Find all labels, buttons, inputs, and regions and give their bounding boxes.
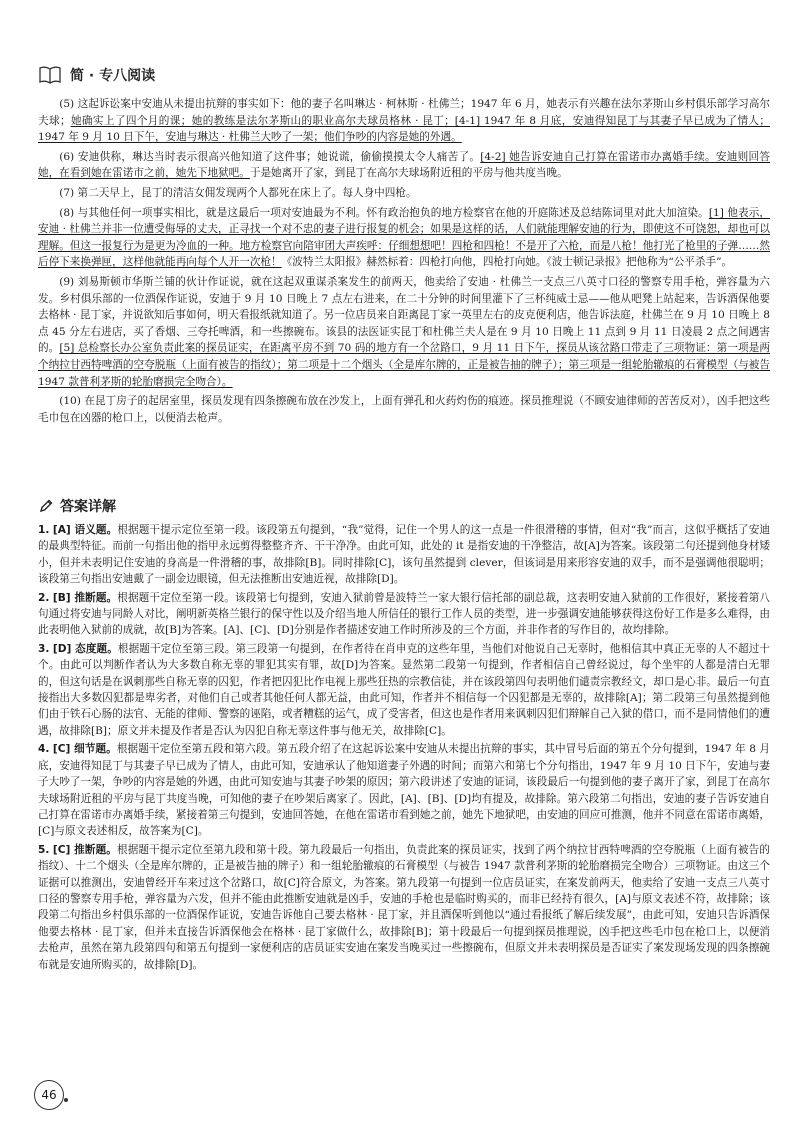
paragraph-5: (5) 这起诉讼案中安迪从未提出抗辩的事实如下：他的妻子名叫琳达 · 柯林斯 · 杜佛兰；1947 年 6 月，她表示有兴趣在法尔茅斯山乡村俱乐部学习高尔夫球；她确实上了四个月的课；她的教练是法尔茅斯山的职业高尔夫球员格林 · 昆丁；[4-1] 1947 年 8 月底，安迪得知昆丁与其妻子早已成为了情人；1947 年 9 月 10 日下午，安迪与琳达 · 杜佛兰大吵了一架；他们争吵的内容是她的外遇。 [38, 98, 771, 144]
paragraph-8: (8) 与其他任何一项事实相比，就是这最后一项对安迪最为不利。怀有政治抱负的地方检察官在他的开庭陈述及总结陈词里对此大加渲染。[1] 他表示，安迪 · 杜佛兰并非一位遭受侮辱的丈夫，正寻找一个对不忠的妻子进行报复的机会；如果是这样的话，人们就能理解安迪的行为，即使这不可饶恕，却也可以理解。但这一报复行为是更为冷血的一种。地方检察官向陪审团大声疾呼：仔细想想吧！四枪和四枪！不是开了六枪，而是八枪！他打光了枪里的子弹……然后停下来换弹匣，这样他就能再向每个人开一次枪！《波特兰太阳报》赫然标着：四枪打向他，四枪打向她。《波士顿记录报》把他称为“公平杀手”。 [38, 206, 770, 269]
paragraph-7: (7) 第二天早上，昆丁的清洁女佣发现两个人都死在床上了。每人身中四枪。 [59, 186, 417, 199]
paragraph-9: (9) 刘易斯顿市华斯兰铺的伙计作证说，就在这起双重谋杀案发生的前两天，他卖给了安迪 · 杜佛兰一支点三八英寸口径的警察专用手枪，弹容量为六发。乡村俱乐部的一位酒保作证说，安迪于 9 月 10 日晚上 7 点左右进来，在二十分钟的时间里灌下了三杯纯威士忌——他从吧凳上站起来，告诉酒保他要去格林 · 昆丁家，并说欲知后事如何，明天看报纸就知道了。另一位店员来自距离昆丁家一英里左右的皮克便利店，他告诉法庭，杜佛兰在 9 月 10 日晚上 8 点 45 分左右进店，买了香烟、三夸托啤酒，和一些擦碗布。该县的法医证实昆丁和杜佛兰夫人是在 9 月 10 日晚上 11 点到 9 月 11 日凌晨 2 点之间遇害的。[5] 总检察长办公室负责此案的探员证实，在距离平房不到 70 码的地方有一个岔路口，9 月 11 日下午，探员从该岔路口带走了三项物证：第一项是两个纳拉甘西特啤酒的空夸脱瓶（上面有被告的指纹）；第二项是十二个烟头（全是库尔牌的，正是被告抽的牌子）；第三项是一组轮胎辙痕的石膏模型（与被告 1947 款普利茅斯的轮胎磨损完全吻合）。 [38, 275, 770, 388]
answers-section-title [38, 496, 116, 516]
answer-item-1: 1. [A] 语义题。根据题干提示定位至第一段。该段第五句提到，“我”觉得，记住一个男人的这一点是一件很滑稽的事情，但对“我”而言，这似乎概括了安迪的最典型特征。而前一句指出他的指甲永远剪得整整齐齐、干干净净。由此可知，此处的 it 是指安迪的干净整洁，故[A]为答案。该段第二句还提到他身材矮小，但并未表明记住安迪的身高是一件滑稽的事，故排除[B]。同时排除[C]，该句虽然提到 clever，但该词是用来形容安迪的双手，而不是强调他很聪明；该段第三句指出安迪戴了一副金边眼镜，但无法推断出安迪近视，故排除[D]。 [38, 524, 770, 586]
answer-item-2: 2. [B] 推断题。根据题干定位至第一段。该段第七句提到，安迪入狱前曾是波特兰一家大银行信托部的副总裁，这表明安迪入狱前的工作很好，紧接着第八句通过将安迪与同龄人对比，阐明新英格兰银行的保守性以及介绍当地人所信任的银行工作人员的类型，进一步强调安迪能够获得这份好工作是多么难得，由此表明他入狱前的成就，故[B]为答案。[A]、[C]、[D]分别是作者描述安迪工作时所涉及的三个方面，并非作者的写作目的，故均排除。 [38, 591, 770, 637]
answers-list [38, 522, 770, 975]
page-number: 46 [34, 1080, 64, 1110]
page-number-dot [64, 1098, 68, 1102]
header-title: 简 · 专八阅读 [70, 68, 156, 84]
passage [38, 96, 770, 429]
paragraph-10: (10) 在昆丁房子的起居室里，探员发现有四条擦碗布放在沙发上，上面有弹孔和火药灼伤的痕迹。探员推理说（不顾安迪律师的苦苦反对），凶手把这些毛巾包在凶器的枪口上，以便消去枪声。 [38, 395, 770, 424]
answer-item-3: 3. [D] 态度题。根据题干定位至第三段。第三段第一句提到，在作者待在肖申克的这些年里，当他们对他说自己无辜时，他相信其中真正无辜的人不超过十个。由此可以判断作者认为大多数自称无辜的罪犯其实有罪，故[D]为答案。显然第二段第一句提到，作者相信自己曾经说过，每个坐牢的人都是清白无罪的，但这句话是在讽刺那些自称无辜的囚犯，作者把囚犯比作电视上那些狂热的宗教信徒，并在该段第四句表明他们谴责宗教经文，却口是心非。最后一句直接指出大多数囚犯都是卑劣者，对他们自己或者其他任何人都无益，由此可知，作者并不相信每一个囚犯都是无辜的，故排除[A]；第二段第三句虽然提到他们由于铁石心肠的法官、无能的律师、警察的诬陷，或者糟糕的运气，成了受害者，但这也是作者用来讽刺囚犯们辩解自己入狱的借口，而不是同情他们的遭遇，故排除[B]；原文并未提及作者是否认为囚犯自称无辜这件事与他无关，故排除[C]。 [38, 642, 770, 737]
answer-item-5: 5. [C] 推断题。根据题干提示定位至第九段和第十段。第九段最后一句指出，负责此案的探员证实，找到了两个纳拉甘西特啤酒的空夸脱瓶（上面有被告的指纹）、十二个烟头（全是库尔牌的，正是被告抽的牌子）和一组轮胎辙痕的石膏模型（与被告 1947 款普利茅斯的轮胎磨损完全吻合）三项物证。由这三个证据可以推测出，安迪曾经开车来过这个岔路口，故[C]符合原文，为答案。第九段第一句提到一位店员证实，在案发前两天，他卖给了安迪一支点三八英寸口径的警察专用手枪，弹容量为六发，但并不能由此推断安迪就是凶手，安迪的手枪也是临时购买的，而非已经持有很久，[A]与原文表述不符，故排除；该段第二句指出乡村俱乐部的一位酒保作证说，安迪告诉他自己要去格林 · 昆丁家，并且酒保听到他以“通过看报纸了解后续发展”，由此可知，安迪只告诉酒保他要去格林 · 昆丁家，但并未直接告诉酒保他会在格林 · 昆丁家做什么，故排除[B]；第十段最后一句提到探员推理说，凶手把这些毛巾包在枪口上，以便消去枪声，虽然在第九段第四句和第五句提到一家便利店的店员证实安迪在案发当晚买过一些擦碗布，但原文并未表明探员是否证实了案发现场发现的四条擦碗布就是安迪所购买的，故排除[D]。 [38, 843, 770, 971]
book-logo-icon [38, 64, 64, 86]
pencil-icon [38, 498, 54, 514]
page-header [38, 64, 155, 86]
paragraph-6: (6) 安迪供称，琳达当时表示很高兴他知道了这件事；她说谎，偷偷摸摸太令人痛苦了。[4-2] 她告诉安迪自己打算在雷诺市办离婚手续。安迪则回答她，在看到她在雷诺市之前，她先下地狱吧。于是她离开了家，到昆丁在高尔夫球场附近租的平房与他共度当晚。 [38, 150, 770, 180]
answer-item-4: 4. [C] 细节题。根据题干定位至第五段和第六段。第五段介绍了在这起诉讼案中安迪从未提出抗辩的事实，其中冒号后面的第五个分句提到，1947 年 8 月底，安迪得知昆丁与其妻子早已成为了情人，由此可知，安迪承认了他知道妻子外遇的时间；而第六和第七个分句指出，1947 年 9 月 10 日下午，安迪与妻子大吵了一架，争吵的内容是她的外遇，由此可知安迪与其妻子吵架的原因；第六段讲述了安迪的证词，该段最后一句提到他的妻子离开了家，到昆丁在高尔夫球场附近租的平房与昆丁共度当晚，可知他的妻子在吵架后离家了。因此，[A]、[B]、[D]均有提及，故排除。第六段第二句指出，安迪的妻子告诉安迪自己打算在雷诺市办离婚手续，紧接着第三句提到，安迪回答她，在他在雷诺市看到她之前，她先下地狱吧，由安迪的回应可推测，他并不同意在雷诺市离婚，[C]与原文表述相反，故答案为[C]。 [38, 743, 770, 838]
answers-title-text: 答案详解 [60, 499, 116, 515]
